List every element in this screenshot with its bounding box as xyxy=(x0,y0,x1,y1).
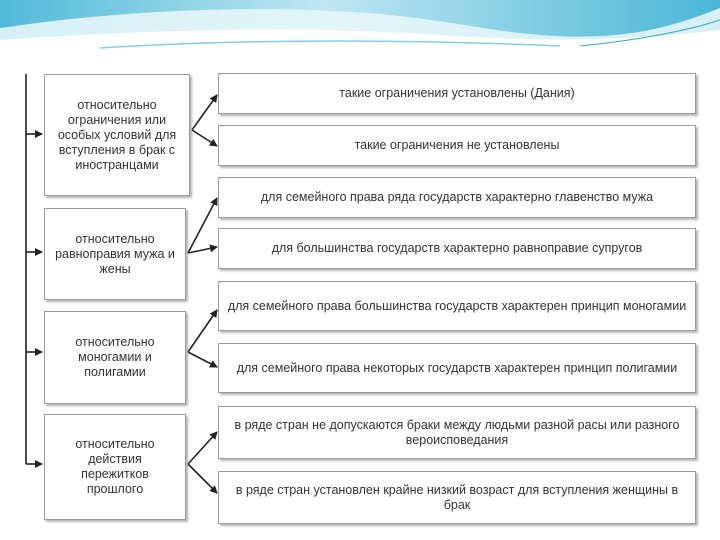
detail-box-interracial-ban xyxy=(218,406,696,459)
arrow-2a xyxy=(188,198,217,253)
detail-box-restrictions-not-established xyxy=(218,125,696,166)
detail-box-polygamy-principle xyxy=(218,343,696,393)
detail-box-husband-dominance xyxy=(218,177,696,218)
detail-box-monogamy-principle xyxy=(218,281,696,331)
arrow-1b xyxy=(192,130,217,146)
arrow-3a xyxy=(188,310,217,352)
category-label: относительно моногамии и полигамии xyxy=(75,335,155,379)
category-box-spousal-equality xyxy=(44,208,186,300)
detail-label: в ряде стран установлен крайне низкий возраст для вступления женщины в брак xyxy=(235,482,679,512)
detail-label: для семейного права ряда государств характерно главенство мужа xyxy=(260,190,654,204)
category-label: относительно действия пережитков прошлого xyxy=(75,437,155,496)
arrow-4a xyxy=(188,432,217,464)
detail-box-spousal-equality xyxy=(218,228,696,269)
detail-label: такие ограничения установлены (Дания) xyxy=(339,86,575,100)
detail-box-restrictions-established xyxy=(218,73,696,114)
detail-box-low-marriage-age xyxy=(218,471,696,524)
detail-label: в ряде стран не допускаются браки между людьми разной расы или разного вероисповедания xyxy=(234,417,680,447)
arrow-2b xyxy=(188,247,217,253)
category-box-monogamy-polygamy xyxy=(44,311,186,404)
category-label: относительно ограничения или особых условий для вступления в брак с иностранцами xyxy=(57,97,177,172)
detail-label: такие ограничения не установлены xyxy=(354,138,560,152)
category-box-foreign-marriage xyxy=(44,74,190,196)
arrow-4b xyxy=(188,464,217,493)
detail-label: для семейного права большинства государств характерен принцип моногамии xyxy=(227,298,687,313)
category-label: относительно равноправия мужа и жены xyxy=(55,231,175,276)
arrow-1a xyxy=(192,95,217,130)
detail-label: для большинства государств характерно равноправие супругов xyxy=(271,241,643,255)
category-box-vestiges-of-past xyxy=(44,414,186,520)
detail-label: для семейного права некоторых государств характерен принцип полигамии xyxy=(236,360,678,375)
arrow-3b xyxy=(188,352,217,367)
